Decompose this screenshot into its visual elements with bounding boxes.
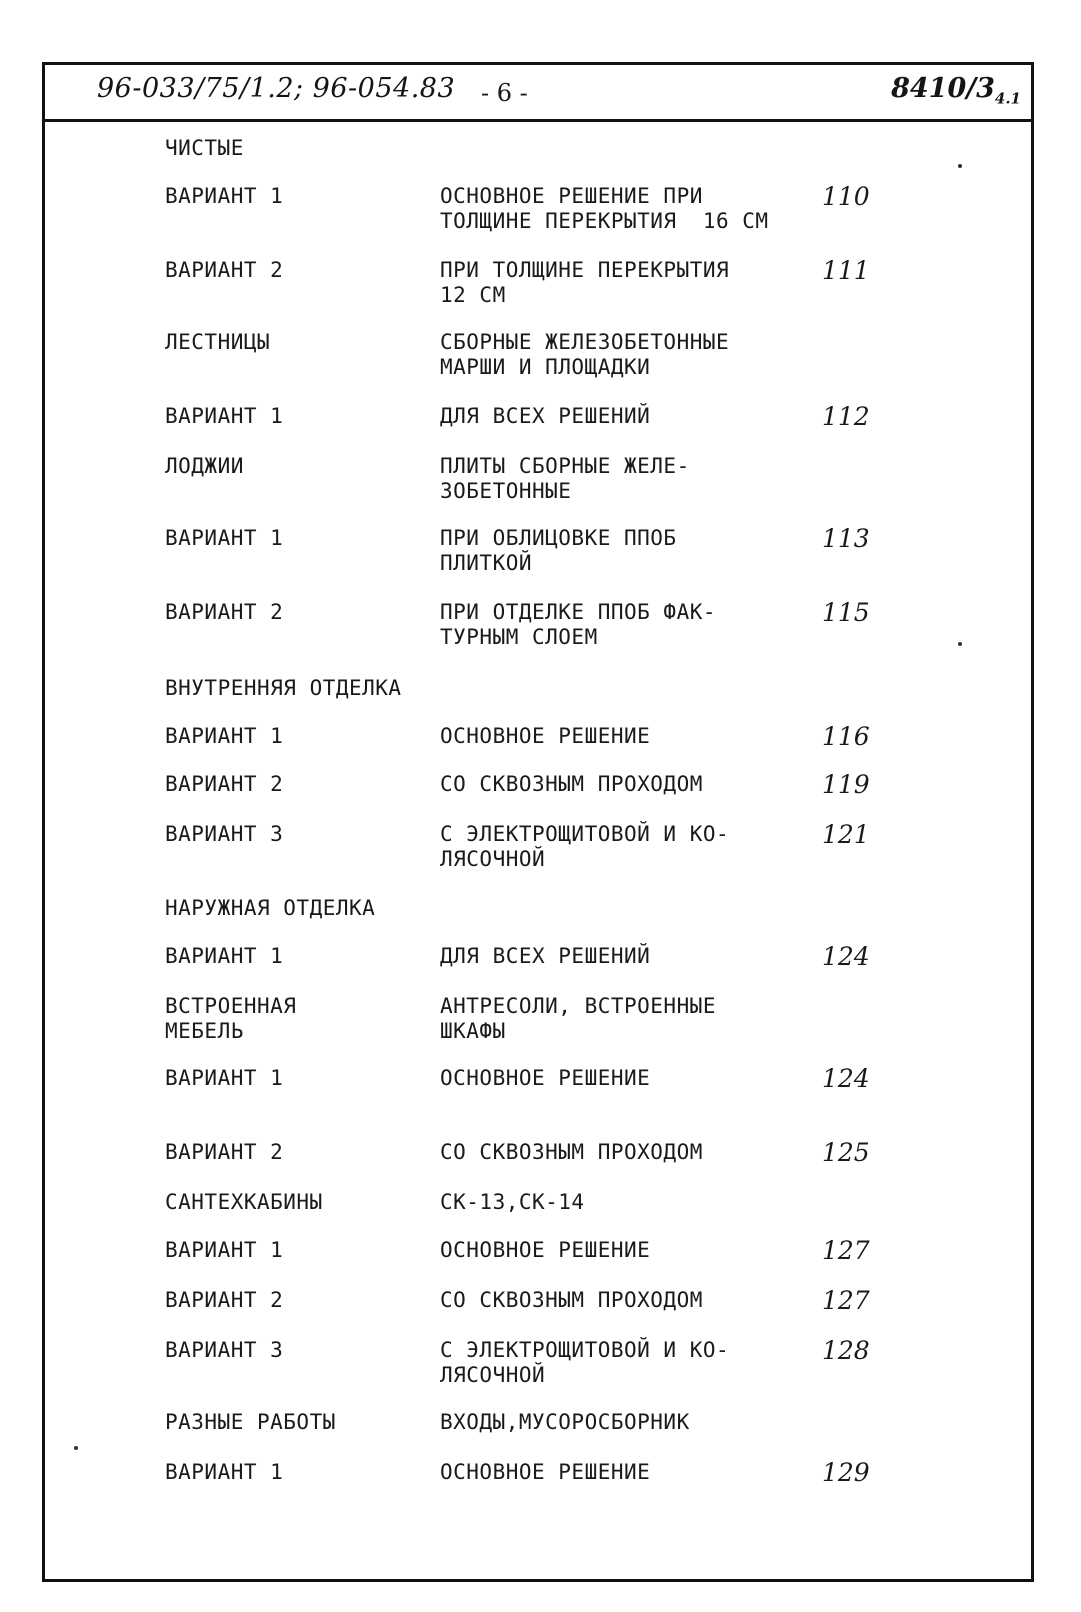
entry-section-label: ВАРИАНТ 3 bbox=[165, 1338, 284, 1362]
page-number: - 6 - bbox=[481, 79, 528, 107]
entry-section-label: ВАРИАНТ 1 bbox=[165, 1238, 284, 1262]
entry-section-label: ЛЕСТНИЦЫ bbox=[165, 330, 271, 354]
entry-description: ДЛЯ ВСЕХ РЕШЕНИЙ bbox=[440, 944, 651, 968]
entry-page-number: 125 bbox=[822, 1138, 870, 1167]
entry-section-label: ВАРИАНТ 2 bbox=[165, 1288, 284, 1312]
entry-section-label: САНТЕХКАБИНЫ bbox=[165, 1190, 323, 1214]
entry-section-label: НАРУЖНАЯ ОТДЕЛКА bbox=[165, 896, 376, 920]
entry-section-label: ВАРИАНТ 1 bbox=[165, 184, 284, 208]
entry-section-label: ВАРИАНТ 2 bbox=[165, 258, 284, 282]
entry-description: ОСНОВНОЕ РЕШЕНИЕ bbox=[440, 724, 651, 748]
entry-description: ОСНОВНОЕ РЕШЕНИЕ bbox=[440, 1238, 651, 1262]
entry-section-label: ВАРИАНТ 1 bbox=[165, 1066, 284, 1090]
entry-description: СБОРНЫЕ ЖЕЛЕЗОБЕТОННЫЕ МАРШИ И ПЛОЩАДКИ bbox=[440, 330, 730, 379]
entry-description: С ЭЛЕКТРОЩИТОВОЙ И КО- ЛЯСОЧНОЙ bbox=[440, 1338, 730, 1387]
scan-speck bbox=[958, 642, 962, 646]
entry-description: ОСНОВНОЕ РЕШЕНИЕ bbox=[440, 1460, 651, 1484]
entry-section-label: ВАРИАНТ 1 bbox=[165, 1460, 284, 1484]
entry-section-label: ВНУТРЕННЯЯ ОТДЕЛКА bbox=[165, 676, 402, 700]
entry-description: ВХОДЫ,МУСОРОСБОРНИК bbox=[440, 1410, 690, 1434]
entry-page-number: 128 bbox=[822, 1336, 870, 1365]
entry-section-label: РАЗНЫЕ РАБОТЫ bbox=[165, 1410, 336, 1434]
entry-page-number: 112 bbox=[822, 402, 870, 431]
entry-description: ПРИ ТОЛЩИНЕ ПЕРЕКРЫТИЯ 12 СМ bbox=[440, 258, 730, 307]
entry-page-number: 119 bbox=[822, 770, 870, 799]
entry-section-label: ЛОДЖИИ bbox=[165, 454, 244, 478]
entry-description: ОСНОВНОЕ РЕШЕНИЕ bbox=[440, 1066, 651, 1090]
entry-section-label: ВСТРОЕННАЯ МЕБЕЛЬ bbox=[165, 994, 297, 1043]
entry-section-label: ВАРИАНТ 2 bbox=[165, 1140, 284, 1164]
entry-page-number: 110 bbox=[822, 182, 870, 211]
entry-description: СК-13,СК-14 bbox=[440, 1190, 585, 1214]
entry-description: ПРИ ОБЛИЦОВКЕ ППОБ ПЛИТКОЙ bbox=[440, 526, 677, 575]
entry-section-label: ВАРИАНТ 2 bbox=[165, 600, 284, 624]
entry-page-number: 121 bbox=[822, 820, 870, 849]
entry-page-number: 124 bbox=[822, 1064, 870, 1093]
entry-description: СО СКВОЗНЫМ ПРОХОДОМ bbox=[440, 1288, 703, 1312]
entry-description: С ЭЛЕКТРОЩИТОВОЙ И КО- ЛЯСОЧНОЙ bbox=[440, 822, 730, 871]
entry-description: ДЛЯ ВСЕХ РЕШЕНИЙ bbox=[440, 404, 651, 428]
entry-description: АНТРЕСОЛИ, ВСТРОЕННЫЕ ШКАФЫ bbox=[440, 994, 717, 1043]
entry-page-number: 127 bbox=[822, 1286, 870, 1315]
entry-page-number: 116 bbox=[822, 722, 870, 751]
sheet-main: 8410/3 bbox=[891, 73, 995, 104]
entry-description: СО СКВОЗНЫМ ПРОХОДОМ bbox=[440, 1140, 703, 1164]
entry-page-number: 129 bbox=[822, 1458, 870, 1487]
entry-description: ПРИ ОТДЕЛКЕ ППОБ ФАК- ТУРНЫМ СЛОЕМ bbox=[440, 600, 717, 649]
entry-page-number: 127 bbox=[822, 1236, 870, 1265]
scan-speck bbox=[74, 1446, 78, 1450]
entry-section-label: ВАРИАНТ 1 bbox=[165, 526, 284, 550]
entry-page-number: 111 bbox=[822, 256, 870, 285]
title-block bbox=[45, 65, 1031, 122]
sheet-sub: 4.1 bbox=[994, 89, 1021, 108]
entry-page-number: 124 bbox=[822, 942, 870, 971]
entry-page-number: 115 bbox=[822, 598, 870, 627]
entry-section-label: ВАРИАНТ 1 bbox=[165, 944, 284, 968]
entry-description: ПЛИТЫ СБОРНЫЕ ЖЕЛЕ- ЗОБЕТОННЫЕ bbox=[440, 454, 690, 503]
entry-section-label: ВАРИАНТ 1 bbox=[165, 404, 284, 428]
entry-page-number: 113 bbox=[822, 524, 870, 553]
entry-description: ОСНОВНОЕ РЕШЕНИЕ ПРИ ТОЛЩИНЕ ПЕРЕКРЫТИЯ 16 СМ bbox=[440, 184, 769, 233]
entry-section-label: ВАРИАНТ 2 bbox=[165, 772, 284, 796]
entry-section-label: ВАРИАНТ 3 bbox=[165, 822, 284, 846]
sheet-number bbox=[891, 73, 1021, 107]
document-code: 96-033/75/1.2; 96-054.83 bbox=[97, 73, 456, 104]
entry-description: СО СКВОЗНЫМ ПРОХОДОМ bbox=[440, 772, 703, 796]
entry-section-label: ЧИСТЫЕ bbox=[165, 136, 244, 160]
scan-speck bbox=[958, 164, 962, 168]
entry-section-label: ВАРИАНТ 1 bbox=[165, 724, 284, 748]
